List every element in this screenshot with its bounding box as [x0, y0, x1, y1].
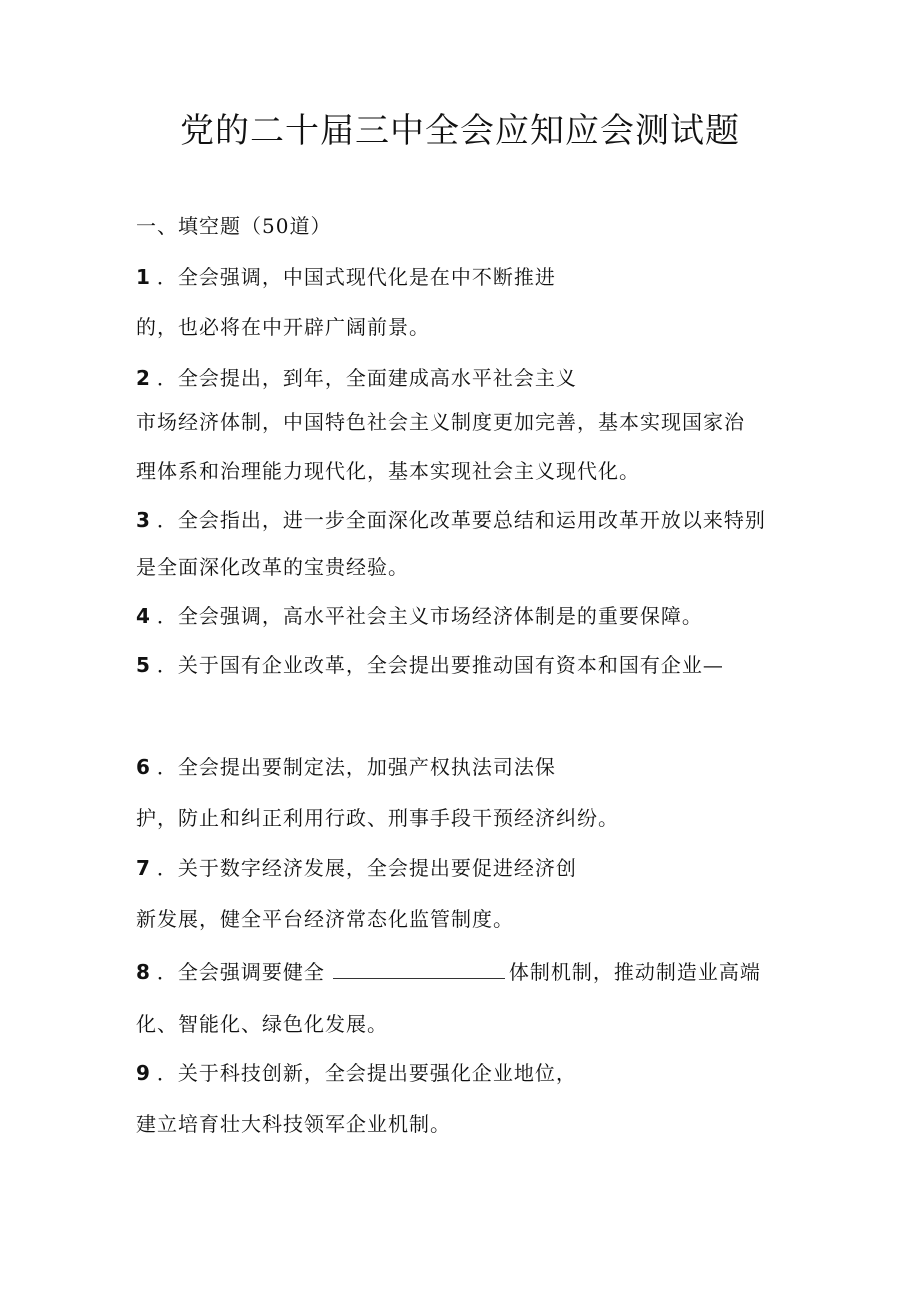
question-7-line-2: 新发展，健全平台经济常态化监管制度。: [136, 907, 514, 931]
question-number: 9: [136, 1061, 151, 1085]
question-1-line-1: 1 ．全会强调，中国式现代化是在中不断推进: [136, 265, 556, 289]
question-number: 6: [136, 755, 151, 779]
question-9-line-2: 建立培育壮大科技领军企业机制。: [136, 1112, 451, 1136]
question-2-line-3: 理体系和治理能力现代化，基本实现社会主义现代化。: [136, 459, 640, 483]
question-number: 4: [136, 604, 151, 628]
question-6-line-1: 6 ．全会提出要制定法，加强产权执法司法保: [136, 755, 556, 779]
question-3-line-1: 3 ．全会指出，进一步全面深化改革要总结和运用改革开放以来特别: [136, 508, 766, 532]
question-8-line-1: 8 ．全会强调要健全 体制机制，推动制造业高端: [136, 960, 761, 984]
question-5-line-1: 5 ．关于国有企业改革，全会提出要推动国有资本和国有企业—: [136, 653, 724, 677]
question-1-line-2: 的，也必将在中开辟广阔前景。: [136, 315, 430, 339]
question-9-line-1: 9 ．关于科技创新，全会提出要强化企业地位，: [136, 1061, 577, 1085]
answer-blank: [333, 960, 505, 979]
question-number: 5: [136, 653, 151, 677]
question-6-line-2: 护，防止和纠正利用行政、刑事手段干预经济纠纷。: [136, 806, 619, 830]
question-number: 1: [136, 265, 151, 289]
question-3-line-2: 是全面深化改革的宝贵经验。: [136, 555, 409, 579]
question-4-line-1: 4 ．全会强调，高水平社会主义市场经济体制是的重要保障。: [136, 604, 703, 628]
question-7-line-1: 7 ．关于数字经济发展，全会提出要促进经济创: [136, 856, 577, 880]
document-title: 党的二十届三中全会应知应会测试题: [180, 111, 740, 151]
question-2-line-2: 市场经济体制，中国特色社会主义制度更加完善，基本实现国家治: [136, 410, 745, 434]
question-number: 3: [136, 508, 151, 532]
section-heading: 一、填空题（50道）: [136, 214, 332, 238]
question-8-line-2: 化、智能化、绿色化发展。: [136, 1012, 388, 1036]
question-number: 8: [136, 960, 151, 984]
question-number: 7: [136, 856, 151, 880]
question-2-line-1: 2 ．全会提出，到年，全面建成高水平社会主义: [136, 366, 577, 390]
question-number: 2: [136, 366, 151, 390]
